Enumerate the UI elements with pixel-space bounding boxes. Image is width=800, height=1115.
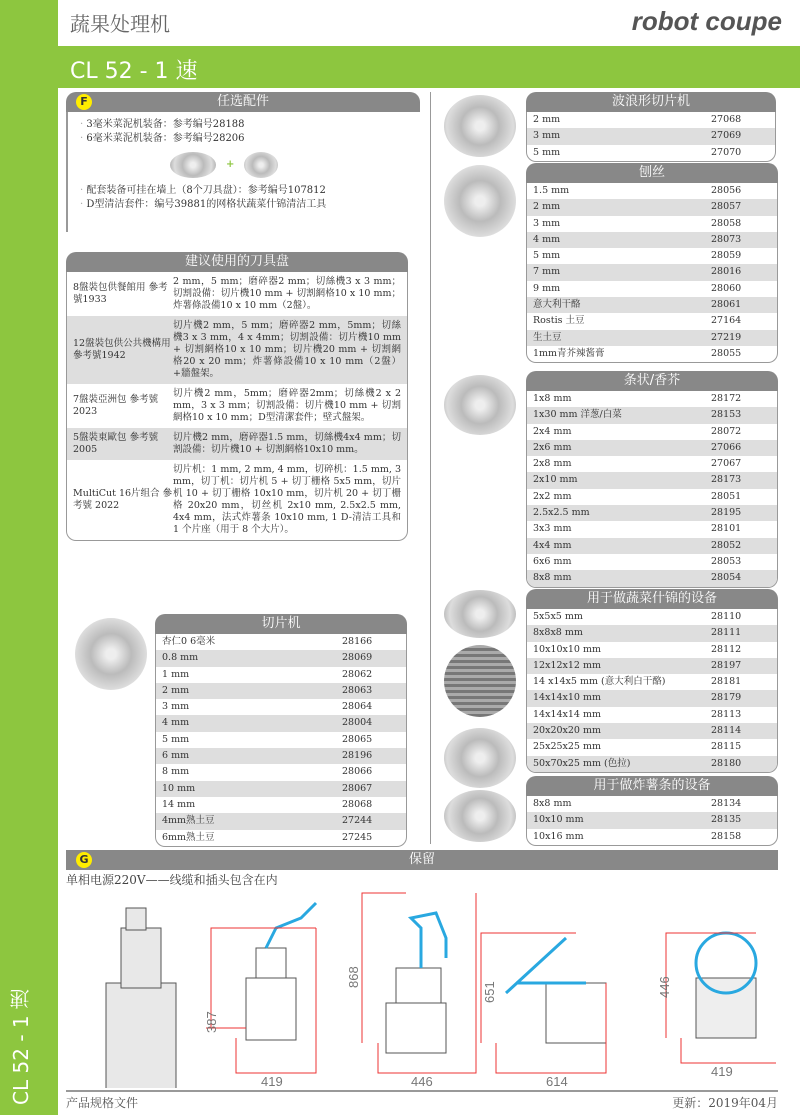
table-row <box>156 813 406 829</box>
ref-cell: 28056 <box>711 185 742 196</box>
table-row <box>527 642 777 658</box>
section-title: 任选配件 <box>216 94 269 109</box>
ref-cell: 28054 <box>711 572 742 584</box>
table-dicing <box>526 589 778 773</box>
table-row <box>527 505 777 521</box>
accessory-item: · 配套装备可挂在墙上（8个刀具盘）：参考编号107812 <box>80 184 408 198</box>
table-row <box>156 650 406 666</box>
size-cell: 8x8 mm <box>533 798 572 809</box>
ref-cell: 28110 <box>711 611 742 622</box>
ref-cell: 28063 <box>342 684 373 696</box>
table-row <box>156 699 406 715</box>
kit-name: MultiCut 16片组合 參考號 2022 <box>73 488 173 511</box>
table-row <box>527 674 777 690</box>
kit-row <box>67 384 407 428</box>
table-row <box>156 715 406 731</box>
size-cell: Rostis 土豆 <box>533 315 585 327</box>
front-view <box>204 903 316 1088</box>
table-header: 用于做蔬菜什锦的设备 <box>526 589 778 609</box>
table-row <box>156 781 406 797</box>
ref-cell: 27069 <box>711 130 742 142</box>
brand-logo: robot coupe <box>631 6 782 36</box>
table-slicer <box>155 614 407 847</box>
model-band <box>58 46 800 88</box>
table-row <box>156 732 406 748</box>
ref-cell: 28153 <box>711 409 742 421</box>
size-cell: 14 x14x5 mm (意大利白干酪) <box>533 676 666 688</box>
table-row <box>527 183 777 199</box>
ref-cell: 27070 <box>711 146 742 158</box>
footer <box>66 1090 778 1111</box>
size-cell: 2x2 mm <box>533 490 572 502</box>
ref-cell: 28073 <box>711 233 742 245</box>
dicing-grid-image <box>444 645 516 717</box>
accessory-item: · D型清洁套件：编号39881的网格状蔬菜什锦清洁工具 <box>80 198 408 212</box>
footer-updated: 更新：2019年04月 <box>672 1096 778 1110</box>
ref-cell: 28111 <box>711 627 742 639</box>
kit-description: 切片機2 mm，5mm；磨碎器2mm；切絲機2 x 2 mm，3 x 3 mm；切割設備：切片機10 mm + 切割網格10 x 10 mm；D型清潔套件；壁式盤架。 <box>173 388 401 423</box>
table-row <box>527 554 777 570</box>
ref-cell: 28166 <box>342 636 373 647</box>
ref-cell: 28064 <box>342 701 373 713</box>
size-cell: 10x10x10 mm <box>533 643 602 655</box>
table-row <box>527 658 777 674</box>
ref-cell: 28114 <box>711 725 742 737</box>
front-height-label: 387 <box>204 1011 219 1033</box>
size-cell: 0.8 mm <box>162 652 199 664</box>
ref-cell: 27244 <box>342 815 373 827</box>
table-row <box>527 489 777 505</box>
category-title: 蔬果处理机 <box>70 12 170 36</box>
ref-cell: 27219 <box>711 331 742 343</box>
size-cell: 4 mm <box>533 233 561 245</box>
ref-cell: 28115 <box>711 741 742 753</box>
ref-cell: 28055 <box>711 347 742 359</box>
size-cell: 2x10 mm <box>533 474 578 486</box>
table-row <box>527 739 777 755</box>
size-cell: 1x30 mm 洋葱/白菜 <box>533 409 622 421</box>
top-bar <box>58 0 800 46</box>
size-cell: 2.5x2.5 mm <box>533 507 590 519</box>
table-row <box>527 440 777 456</box>
arm-width-label: 614 <box>546 1074 568 1088</box>
size-cell: 10x10 mm <box>533 814 584 826</box>
accessory-item: · 6毫米菜泥机装备：参考编号28206 <box>80 132 408 146</box>
size-cell: 2 mm <box>533 114 561 125</box>
model-title: CL 52 - 1 速 <box>70 59 198 84</box>
size-cell: 8 mm <box>162 766 190 778</box>
side-view <box>346 893 476 1088</box>
table-row <box>527 391 777 407</box>
size-cell: 6 mm <box>162 750 190 762</box>
table-row <box>527 248 777 264</box>
table-row <box>527 756 777 772</box>
size-cell: 4mm熟土豆 <box>162 815 215 827</box>
ref-cell: 28065 <box>342 733 373 745</box>
table-header: 条状/香芥 <box>526 371 778 391</box>
ref-cell: 28068 <box>342 798 373 810</box>
section-header: 建议使用的刀具盘 <box>66 252 408 272</box>
size-cell: 2 mm <box>533 201 561 213</box>
table-row <box>527 796 777 812</box>
ref-cell: 28060 <box>711 282 742 294</box>
table-row <box>527 112 775 128</box>
table-fries <box>526 776 778 846</box>
ref-cell: 28101 <box>711 523 742 535</box>
size-cell: 1 mm <box>162 668 190 680</box>
plus-sign: + <box>226 159 235 170</box>
power-note: 单相电源220V——线缆和插头包含在内 <box>66 873 278 887</box>
kit-description: 切片機2 mm，5 mm；磨碎器2 mm，5mm；切絲機3 x 3 mm，4 x 4mm；切割設備：切片機10 mm + 切割網格10 x 10 mm；切片機20 mm + 切割網格20 x 20 mm；炸薯條設備10 x 10 mm（2盤）+牆盤架。 <box>173 320 401 379</box>
ref-cell: 28072 <box>711 425 742 437</box>
puree-disc-image <box>170 152 216 178</box>
size-cell: 5 mm <box>533 146 561 158</box>
ref-cell: 28016 <box>711 266 742 278</box>
side-height-label: 868 <box>346 966 361 988</box>
ref-cell: 27067 <box>711 458 742 470</box>
table-grater <box>526 163 778 363</box>
kit-name: 7盤裝亞洲包 參考號2023 <box>73 394 159 417</box>
kit-row <box>67 428 407 460</box>
julienne-disc-image <box>444 375 516 435</box>
ref-cell: 28181 <box>711 676 742 688</box>
ref-cell: 28135 <box>711 814 742 826</box>
size-cell: 生土豆 <box>533 331 562 343</box>
table-row <box>527 570 777 586</box>
ref-cell: 28053 <box>711 555 742 567</box>
table-row <box>527 812 777 828</box>
table-row <box>156 764 406 780</box>
size-cell: 14 mm <box>162 798 196 810</box>
size-cell: 3 mm <box>533 217 561 229</box>
ref-cell: 28172 <box>711 393 742 404</box>
ref-cell: 28057 <box>711 201 742 213</box>
arm-height-label: 651 <box>482 981 497 1003</box>
table-row <box>156 830 406 846</box>
size-cell: 4x4 mm <box>533 539 572 551</box>
size-cell: 5 mm <box>533 250 561 262</box>
size-cell: 1.5 mm <box>533 185 570 196</box>
table-header: 波浪形切片机 <box>526 92 776 112</box>
table-row <box>527 346 777 362</box>
section-header <box>66 850 778 870</box>
table-row <box>527 472 777 488</box>
table-row <box>527 216 777 232</box>
size-cell: 2x4 mm <box>533 425 572 437</box>
kit-name: 8盤裝包供餐館用 參考號1933 <box>73 282 168 305</box>
table-julienne <box>526 371 778 588</box>
table-row <box>527 424 777 440</box>
table-row <box>527 297 777 313</box>
table-row <box>527 625 777 641</box>
size-cell: 杏仁0 6毫米 <box>162 636 216 647</box>
size-cell: 3 mm <box>162 701 190 713</box>
kit-row <box>67 272 407 316</box>
table-row <box>527 609 777 625</box>
ref-cell: 27066 <box>711 441 742 453</box>
size-cell: 12x12x12 mm <box>533 659 602 671</box>
size-cell: 10 mm <box>162 782 196 794</box>
table-row <box>527 829 777 845</box>
table-row <box>527 128 775 144</box>
ref-cell: 28067 <box>342 782 373 794</box>
ref-cell: 28173 <box>711 474 742 486</box>
size-cell: 7 mm <box>533 266 561 278</box>
fries-grid-image <box>444 728 516 788</box>
size-cell: 1x8 mm <box>533 393 572 404</box>
table-row <box>156 634 406 650</box>
section-badge: F <box>76 94 92 110</box>
ref-cell: 28069 <box>342 652 373 664</box>
size-cell: 2x8 mm <box>533 458 572 470</box>
column-divider <box>430 92 431 844</box>
ref-cell: 28195 <box>711 507 742 519</box>
size-cell: 8x8x8 mm <box>533 627 583 639</box>
ref-cell: 27245 <box>342 831 373 843</box>
size-cell: 6mm熟土豆 <box>162 831 215 843</box>
accessory-images <box>170 152 408 178</box>
ref-cell: 28058 <box>711 217 742 229</box>
ref-cell: 28113 <box>711 708 742 720</box>
table-header: 用于做炸薯条的设备 <box>526 776 778 796</box>
machine-perspective <box>106 908 176 1088</box>
table-row <box>156 797 406 813</box>
table-row <box>527 538 777 554</box>
kit-description: 切片機2 mm，磨碎器1.5 mm，切絲機4x4 mm；切割設備：切片機10 + 切割網格10x10 mm。 <box>173 432 401 455</box>
accessory-item: · 3毫米菜泥机装备：参考编号28188 <box>80 118 408 132</box>
side-strip <box>0 0 58 1115</box>
ref-cell: 28051 <box>711 490 742 502</box>
slicer-disc-image <box>75 618 147 690</box>
size-cell: 6x6 mm <box>533 555 572 567</box>
front-width-label: 419 <box>261 1074 283 1088</box>
table-wave <box>526 92 776 162</box>
recommended-kits <box>66 252 408 541</box>
size-cell: 3x3 mm <box>533 523 572 535</box>
table-row <box>527 145 775 161</box>
dicing-disc-image <box>444 590 516 638</box>
ref-cell: 28059 <box>711 250 742 262</box>
size-cell: 14x14x14 mm <box>533 708 602 720</box>
table-header: 切片机 <box>155 614 407 634</box>
table-header: 刨丝 <box>526 163 778 183</box>
ref-cell: 27164 <box>711 315 742 327</box>
table-row <box>156 683 406 699</box>
table-row <box>156 667 406 683</box>
size-cell: 3 mm <box>533 130 561 142</box>
table-row <box>527 330 777 346</box>
kit-name: 12盤裝包供公共機構用 參考號1942 <box>73 338 171 361</box>
footer-doc-label: 产品规格文件 <box>66 1096 139 1110</box>
section-title: 保留 <box>408 852 435 867</box>
ref-cell: 28112 <box>711 643 742 655</box>
optional-accessories <box>66 92 420 232</box>
table-row <box>527 690 777 706</box>
puree-disc-image <box>244 152 278 178</box>
ref-cell: 28052 <box>711 539 742 551</box>
section-badge: G <box>76 852 92 868</box>
arm-open-view <box>481 933 606 1088</box>
table-row <box>527 407 777 423</box>
ref-cell: 28066 <box>342 766 373 778</box>
table-row <box>527 232 777 248</box>
ref-cell: 28062 <box>342 668 373 680</box>
size-cell: 9 mm <box>533 282 561 294</box>
size-cell: 2x6 mm <box>533 441 572 453</box>
size-cell: 5 mm <box>162 733 190 745</box>
ref-cell: 28179 <box>711 692 742 704</box>
size-cell: 5x5x5 mm <box>533 611 583 622</box>
size-cell: 意大利干酪 <box>533 299 581 311</box>
ref-cell: 28134 <box>711 798 742 809</box>
top-height-label: 446 <box>657 976 672 998</box>
table-row <box>527 456 777 472</box>
table-row <box>527 281 777 297</box>
kit-row <box>67 316 407 384</box>
table-row <box>527 313 777 329</box>
top-width-label: 419 <box>711 1064 733 1079</box>
top-view <box>657 933 776 1079</box>
ref-cell: 28158 <box>711 830 742 842</box>
reserved-section <box>66 850 778 870</box>
ref-cell: 28197 <box>711 659 742 671</box>
size-cell: 8x8 mm <box>533 572 572 584</box>
ref-cell: 28004 <box>342 717 373 729</box>
kit-row <box>67 460 407 540</box>
size-cell: 25x25x25 mm <box>533 741 602 753</box>
fries-disc-image <box>444 790 516 842</box>
size-cell: 10x16 mm <box>533 830 584 842</box>
kit-description: 2 mm，5 mm；磨碎器2 mm；切絲機3 x 3 mm；切割設備：切片機10 mm + 切割網格10 x 10 mm；炸薯條設備10 x 10 mm（2盤）。 <box>173 276 401 311</box>
size-cell: 1mm青芥辣酱膏 <box>533 347 605 359</box>
dimension-drawings <box>66 888 778 1088</box>
size-cell: 50x70x25 mm (色拉) <box>533 757 631 769</box>
table-row <box>527 264 777 280</box>
ref-cell: 27068 <box>711 114 742 125</box>
ref-cell: 28196 <box>342 750 373 762</box>
table-row <box>527 707 777 723</box>
size-cell: 4 mm <box>162 717 190 729</box>
table-row <box>527 521 777 537</box>
wave-disc-image <box>444 95 516 157</box>
size-cell: 2 mm <box>162 684 190 696</box>
side-title: CL 52 - 1 速 <box>9 989 33 1105</box>
kit-name: 5盤裝東歐包 參考號2005 <box>73 432 159 455</box>
size-cell: 14x14x10 mm <box>533 692 602 704</box>
section-header <box>66 92 420 112</box>
table-row <box>527 199 777 215</box>
kit-description: 切片机：1 mm, 2 mm, 4 mm，切碎机：1.5 mm, 3 mm，切丁机：切片机 5 + 切丁栅格 5x5 mm，切片机 10 + 切丁栅格 10x10 mm，切片机 20 + 切丁栅格 20x20 mm，切丝机 2x10 mm, 2.5x2.5 mm, 4x4 mm，法式炸薯条 10x10 mm, 1 D-清洁工具和 1 个片座（用于 8 个大片）。 <box>173 464 401 535</box>
ref-cell: 28180 <box>711 757 742 769</box>
grater-disc-image <box>444 165 516 237</box>
size-cell: 20x20x20 mm <box>533 725 602 737</box>
table-row <box>156 748 406 764</box>
side-width-label: 446 <box>411 1074 433 1088</box>
table-row <box>527 723 777 739</box>
ref-cell: 28061 <box>711 299 742 311</box>
